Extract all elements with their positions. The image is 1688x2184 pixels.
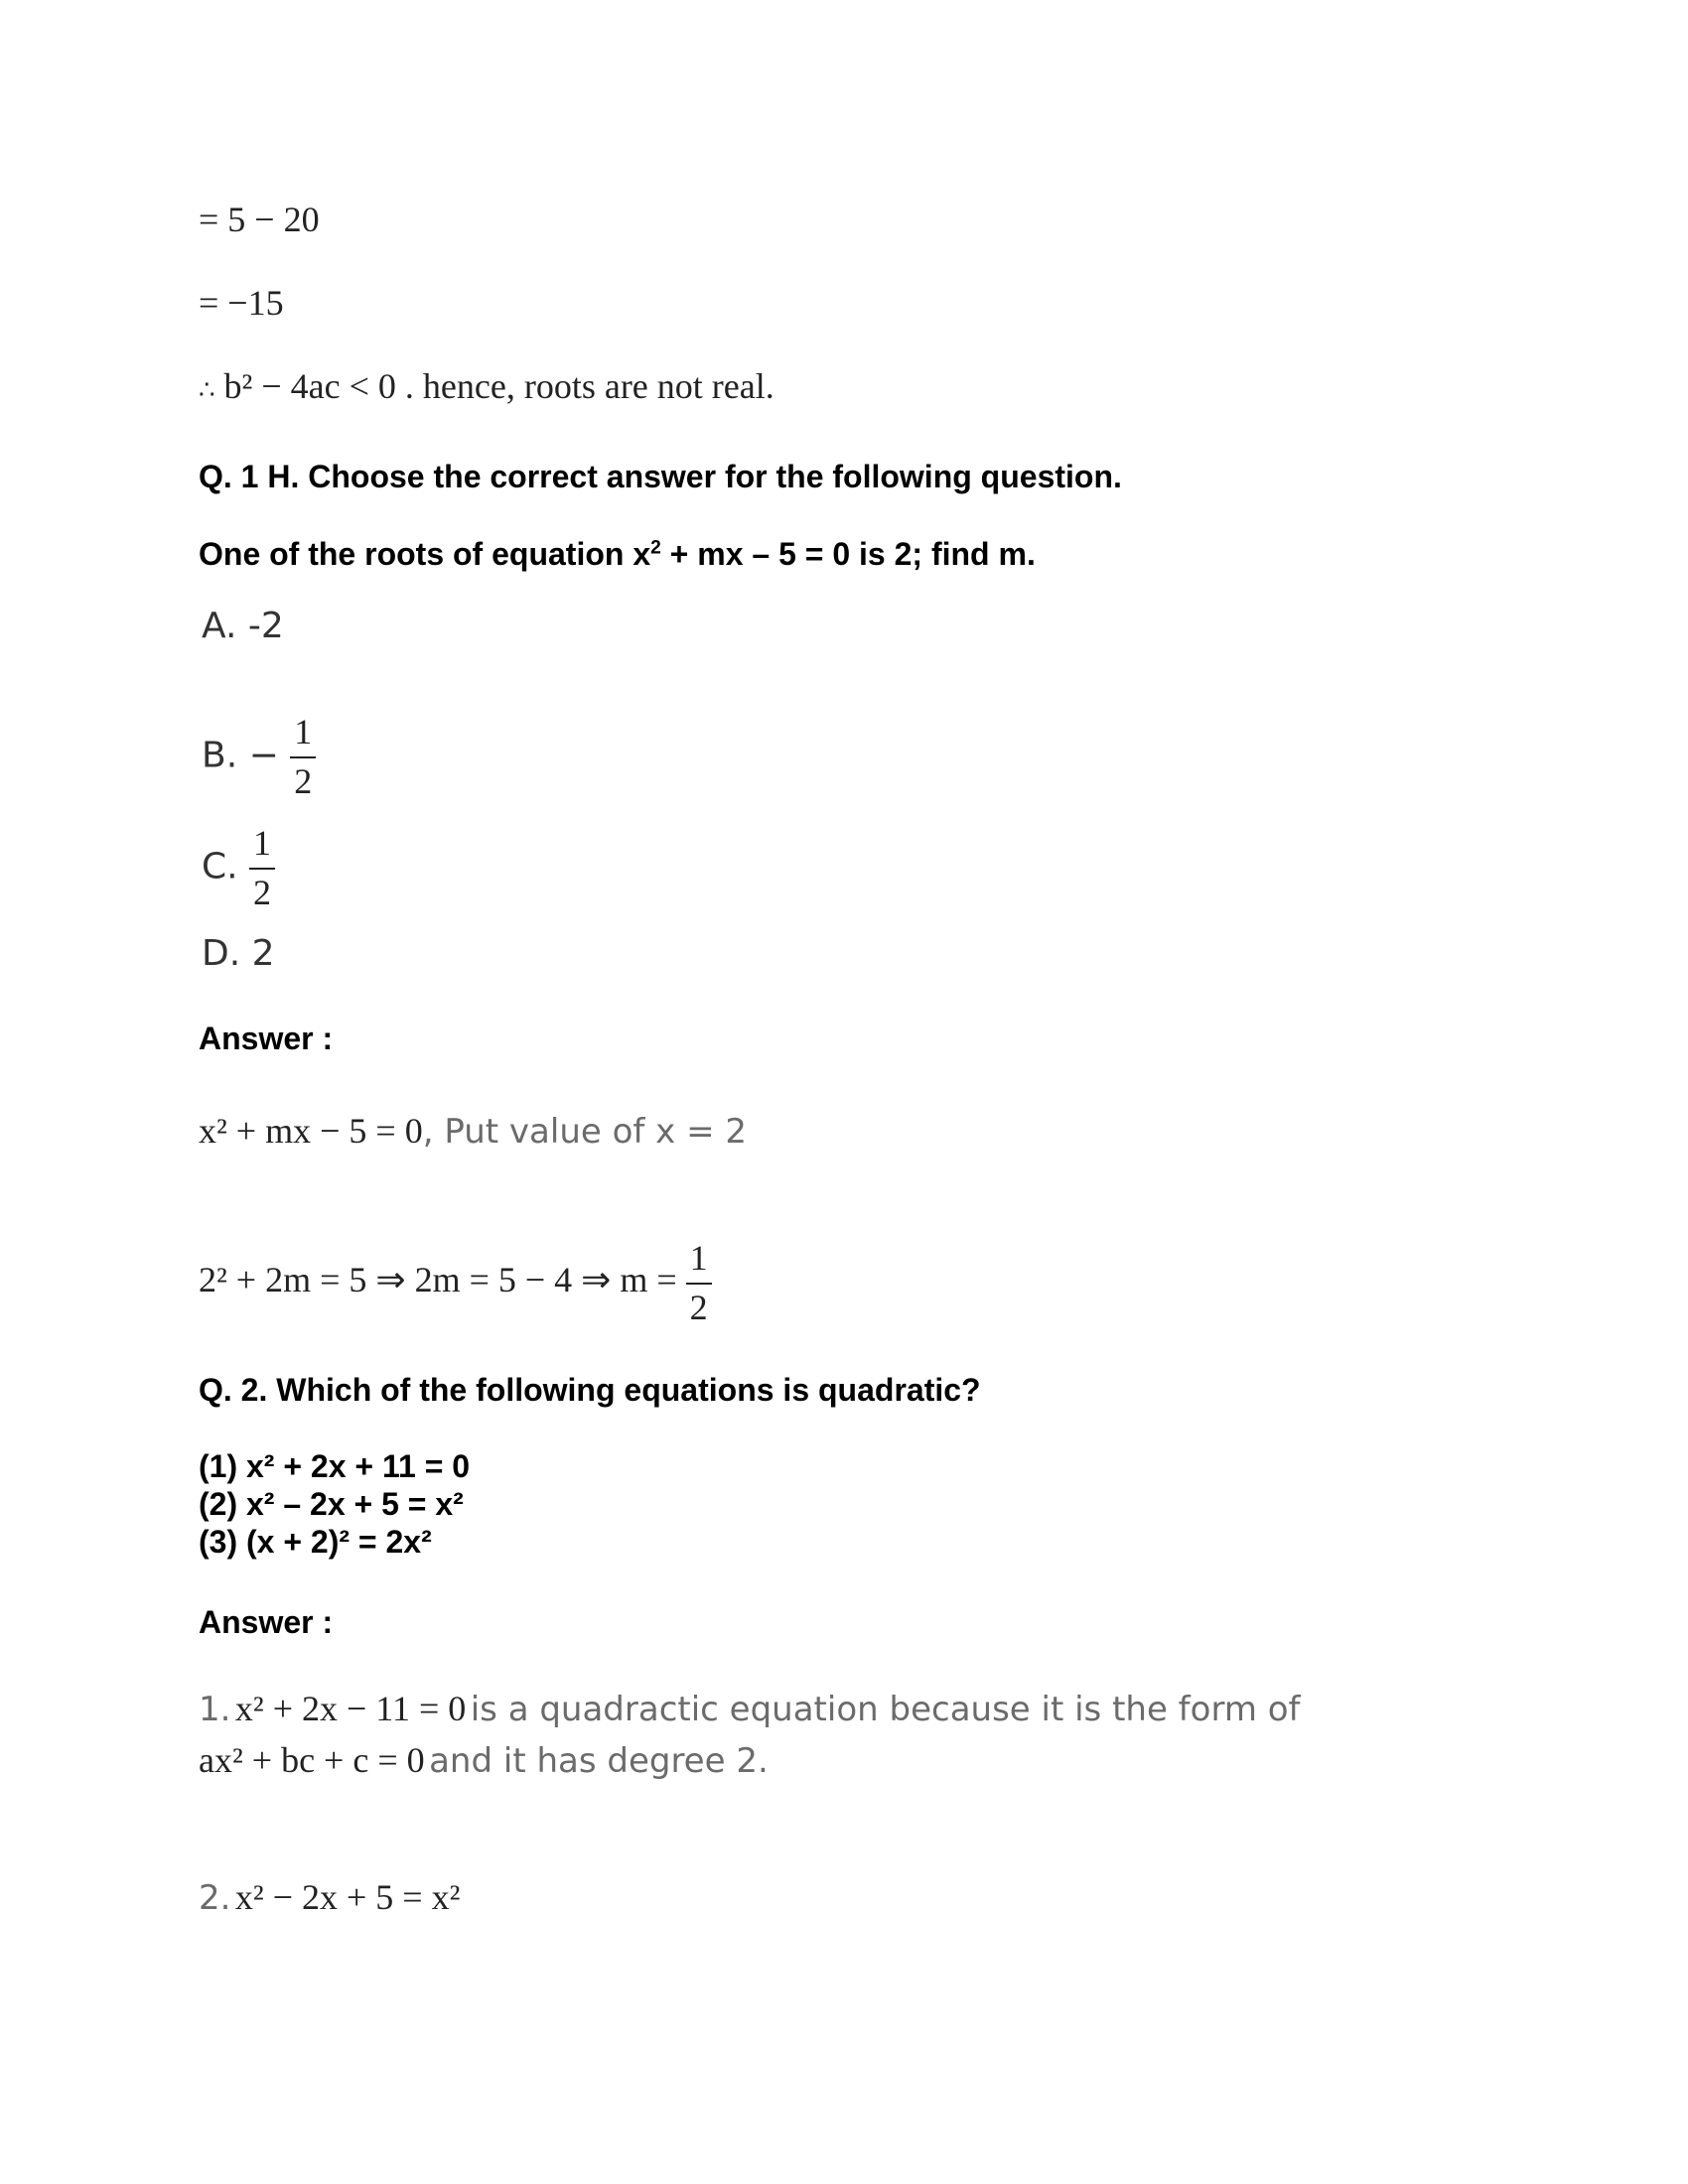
option-d: D. 2 [202,933,275,974]
answer-1-text-2: and it has degree 2. [429,1741,769,1781]
answer-equation-note: , Put value of x = 2 [422,1112,748,1152]
option-c-label: C. [202,846,238,887]
q1h-stem [199,536,1036,573]
answer-2-number: 2. [199,1878,231,1918]
q2-item-1: (1) x² + 2x + 11 = 0 [199,1448,471,1484]
solution-conclusion [199,365,774,407]
answer-2-math: x² − 2x + 5 = x² [234,1877,461,1917]
q1h-stem-pre: One of the roots of equation x [199,536,651,572]
fraction-bar [290,756,316,758]
solution-line-2: = −15 [199,283,284,323]
conclusion-text: b² − 4ac < 0 . hence, roots are not real. [223,366,774,406]
option-c-denominator: 2 [253,872,272,912]
q2-answer-label: Answer : [199,1604,334,1640]
fraction-bar [249,868,275,870]
option-c [202,824,275,912]
q2-answer-2 [199,1876,460,1918]
option-b [202,713,316,801]
q1h-stem-sup: 2 [650,537,661,559]
q2-item-3: (3) (x + 2)² = 2x² [199,1524,432,1560]
option-b-denominator: 2 [294,760,313,801]
answer-1-math-2: ax² + bc + c = 0 [199,1740,425,1780]
answer-1-math: x² + 2x − 11 = 0 [234,1689,467,1728]
q1h-answer-label: Answer : [199,1021,334,1056]
option-b-fraction [290,713,316,801]
option-c-fraction [249,824,275,912]
q1h-heading: Q. 1 H. Choose the correct answer for the following question. [199,459,1122,494]
q2-heading: Q. 2. Which of the following equations is quadratic? [199,1372,981,1408]
answer-numerator: 1 [689,1238,708,1278]
therefore-symbol: ∴ [199,375,215,404]
option-c-numerator: 1 [253,823,272,863]
answer-fraction [686,1239,712,1327]
q1h-answer-steps [199,1239,712,1327]
q1h-stem-post: + mx – 5 = 0 is 2; find m. [660,536,1036,572]
answer-1-number: 1. [199,1690,231,1729]
option-b-numerator: 1 [294,712,313,751]
option-a: A. -2 [202,606,284,646]
answer-1-text: is a quadractic equation because it is the form of [470,1690,1301,1729]
q1h-answer-equation [199,1110,747,1152]
q2-answer-1-line-1 [199,1688,1301,1729]
answer-denominator: 2 [689,1287,708,1327]
q2-answer-1-line-2 [199,1739,769,1781]
fraction-bar [686,1283,712,1285]
answer-equation-math: x² + mx − 5 = 0 [199,1111,423,1151]
solution-line-1: = 5 − 20 [199,200,320,239]
answer-steps-text: 2² + 2m = 5 ⇒ 2m = 5 − 4 ⇒ m = [199,1259,677,1299]
q2-equation-list [199,1447,470,1561]
q2-item-2: (2) x² – 2x + 5 = x² [199,1486,464,1522]
option-b-label: B. − [202,735,279,776]
